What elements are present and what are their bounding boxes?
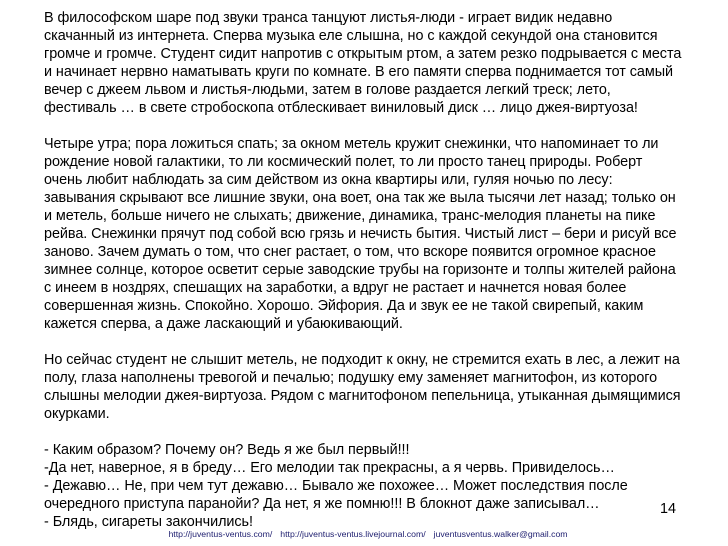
- text-line: и начинает нервно наматывать круги по комнате. В его памяти сперва поднимается тот самый: [44, 64, 673, 80]
- text-line: и метель, больше ничего не слыхать; движение, динамика, транс-мелодия планеты на пике: [44, 208, 656, 224]
- text-line: слышны мелодии джея-виртуоза. Рядом с магнитофоном пепельница, утыканная дымящимися: [44, 388, 681, 404]
- text-line: В философском шаре под звуки транса танцуют листья-люди - играет видик недавно: [44, 10, 613, 26]
- text-line: - Каким образом? Почему он? Ведь я же был первый!!!: [44, 442, 410, 458]
- text-line: скачанный из интернета. Сперва музыка еле слышна, но с каждой секундой она становится: [44, 28, 658, 44]
- text-line: рождение новой галактики, то ли космический полет, то ли просто танец природы. Роберт: [44, 154, 643, 170]
- paragraph: [44, 441, 689, 531]
- text-line: кажется сперва, а даже ласкающий и убаюкивающий.: [44, 316, 403, 332]
- text-line: заново. Зачем думать о том, что снег растает, о том, что вскоре появится огромное красное: [44, 244, 656, 260]
- text-line: очень любит наблюдать за сим действом из окна квартиры или, гуляя ночью по лесу:: [44, 172, 613, 188]
- text-line: окурками.: [44, 406, 110, 422]
- text-line: вечер с джеем львом и листья-людьми, затем в голове раздается легкий треск; лето,: [44, 82, 611, 98]
- text-line: полу, глаза наполнены тревогой и печалью; подушку ему заменяет магнитофон, из которого: [44, 370, 658, 386]
- text-line: зимнее солнце, которое осветит серые заводские трубы на горизонте и толпы жителей района: [44, 262, 676, 278]
- text-line: с инеем в ноздрях, спешащих на заработки, а вдруг не растает и начнется новая более: [44, 280, 627, 296]
- paragraph: [44, 135, 689, 333]
- text-line: фестиваль … в свете стробоскопа отблескивает виниловый диск … лицо джея-виртуоза!: [44, 100, 638, 116]
- paragraph: [44, 9, 689, 117]
- text-line: рейва. Снежинки прячут под собой всю грязь и нечисть бытия. Чистый лист – бери и рисуй все: [44, 226, 677, 242]
- paragraph-gap: [44, 117, 689, 135]
- footer-link-site[interactable]: http://juventus-ventus.com/: [168, 529, 273, 539]
- footer-link-livejournal[interactable]: http://juventus-ventus.livejournal.com/: [280, 529, 426, 539]
- paragraph: [44, 351, 689, 423]
- text-line: - Блядь, сигареты закончились!: [44, 514, 253, 530]
- text-line: очередного приступа паранойи? Да нет, я же помню!!! В блокнот даже записывал…: [44, 496, 600, 512]
- footer-link-email[interactable]: juventusventus.walker@gmail.com: [433, 529, 568, 539]
- text-line: Но сейчас студент не слышит метель, не подходит к окну, не стремится ехать в лес, а лежит на: [44, 352, 680, 368]
- text-line: завывания скрывают все лишние звуки, она воет, она так же выла тысячи лет назад; только он: [44, 190, 676, 206]
- paragraph-gap: [44, 333, 689, 351]
- footer: [0, 528, 728, 540]
- text-line: громче и громче. Студент сидит напротив с открытым ртом, а затем резко подрывается с места: [44, 46, 682, 62]
- paragraph-gap: [44, 423, 689, 441]
- text-line: -Да нет, наверное, я в бреду… Его мелодии так прекрасны, а я червь. Привиделось…: [44, 460, 615, 476]
- text-line: - Дежавю… Не, при чем тут дежавю… Бывало же похожее… Может последствия после: [44, 478, 628, 494]
- body-text: [44, 9, 689, 531]
- text-line: совершенная жизнь. Спокойно. Хорошо. Эйфория. Да и звук ее не такой свирепый, каким: [44, 298, 644, 314]
- text-line: Четыре утра; пора ложиться спать; за окном метель кружит снежинки, что напоминает то ли: [44, 136, 659, 152]
- page-number: 14: [659, 501, 676, 517]
